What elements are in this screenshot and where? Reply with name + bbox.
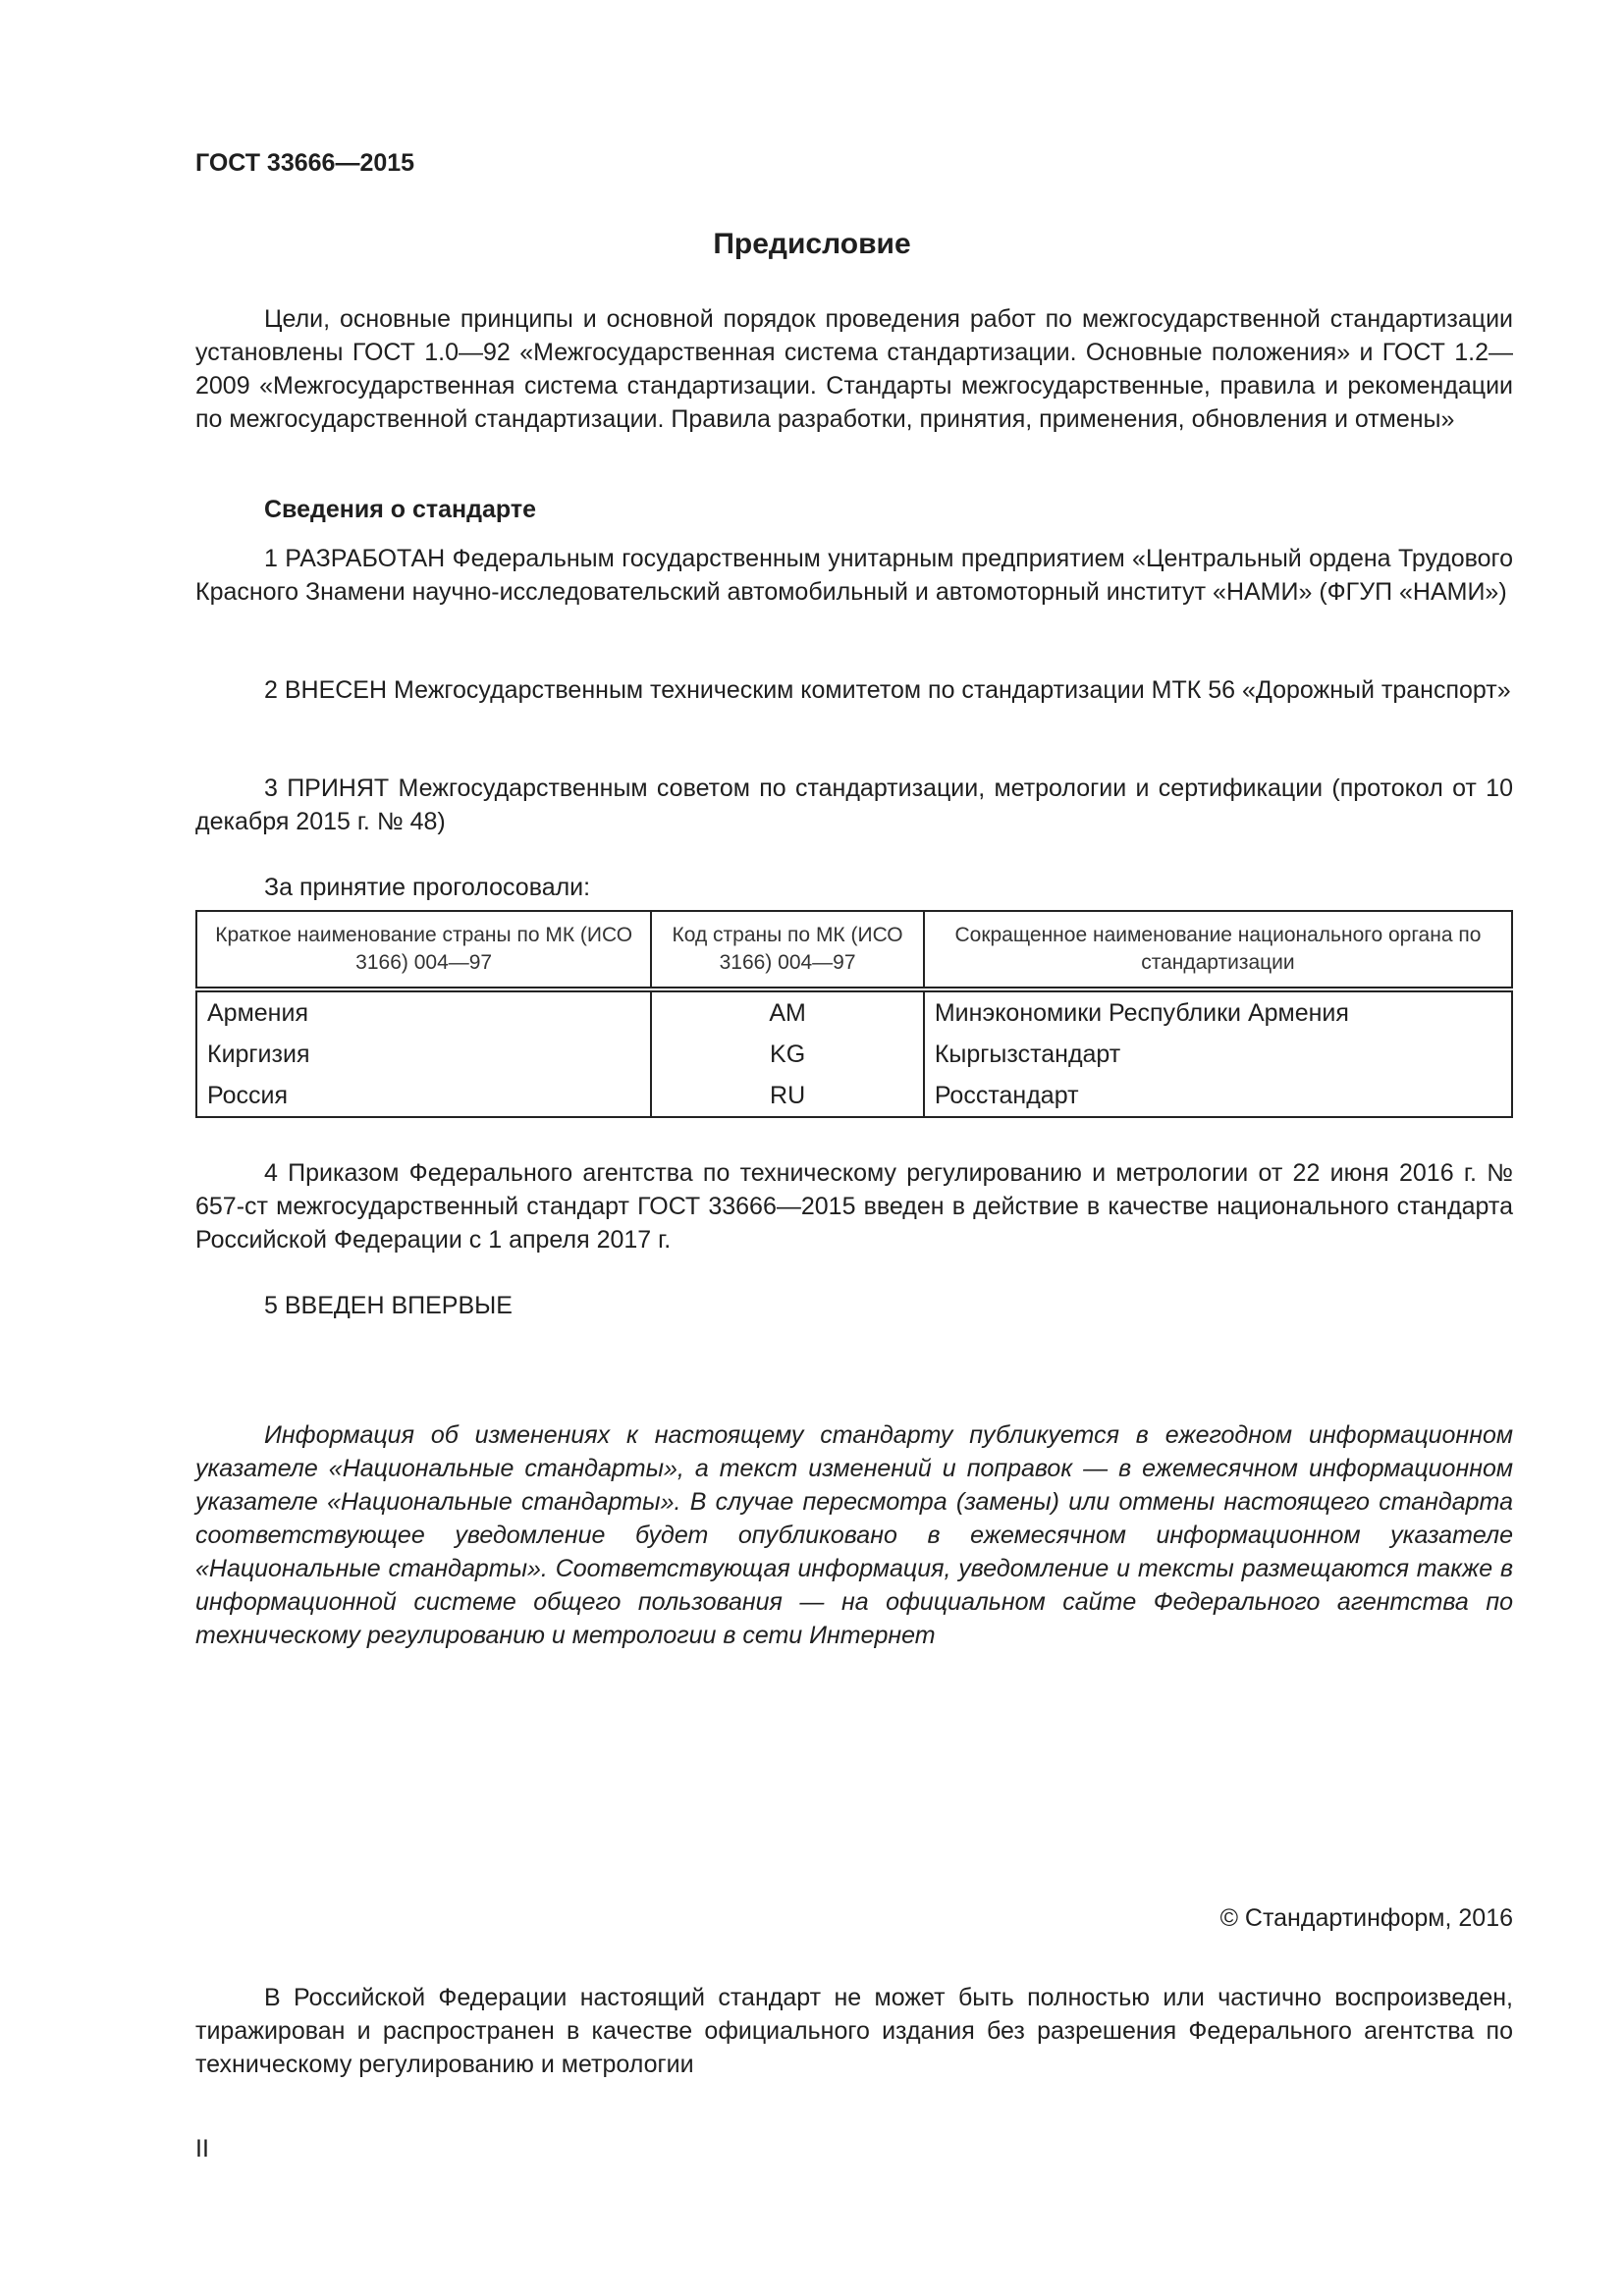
item-5-introduced: 5 ВВЕДЕН ВПЕРВЫЕ [264,1292,513,1319]
page-title: Предисловие [713,228,911,260]
country-name-cell: Армения [196,989,651,1034]
header-standards-body: Сокращенное наименование национального органа по стандартизации [924,911,1512,989]
table-row [196,989,1512,1034]
standards-body-cell: Росстандарт [924,1075,1512,1117]
notice-paragraph: Информация об изменениях к настоящему стандарту публикуется в ежегодном информационном указателе «Национальные стандарты», а текст изменений и поправок — в ежемесячном информационном указателе «Национальные стандарты». В случае пересмотра (замены) или отмены настоящего стандарта соответствующее уведомление будет опубликовано в ежемесячном информационном указателе «Национальные стандарты». Соответствующая информация, уведомление и тексты размещаются также в информационной системе общего пользования — на официальном сайте Федерального агентства по техническому регулированию и метрологии в сети Интернет [195,1421,1513,1649]
header-country-code: Код страны по МК (ИСО 3166) 004—97 [651,911,924,989]
votes-table [195,910,1513,1118]
country-name-cell: Россия [196,1075,651,1117]
section-title: Сведения о стандарте [264,496,537,523]
intro-paragraph: Цели, основные принципы и основной порядок проведения работ по межгосударственной стандартизации установлены ГОСТ 1.0—92 «Межгосударственная система стандартизации. Основные положения» и ГОСТ 1.2—2009 «Межгосударственная система стандартизации. Стандарты межгосударственные, правила и рекомендации по межгосударственной стандартизации. Правила разработки, принятия, применения, обновления и отмены» [195,305,1513,433]
standards-body-cell: Кыргызстандарт [924,1034,1512,1075]
item-2-submitted: 2 ВНЕСЕН Межгосударственным техническим комитетом по стандартизации МТК 56 «Дорожный транспорт» [264,676,1511,704]
copyright: © Стандартинформ, 2016 [1219,1904,1513,1932]
country-name-cell: Киргизия [196,1034,651,1075]
item-4-enacted: 4 Приказом Федерального агентства по техническому регулированию и метрологии от 22 июня 2016 г. № 657-ст межгосударственный стандарт ГОСТ 33666—2015 введен в действие в качестве национального стандарта Российской Федерации с 1 апреля 2017 г. [195,1159,1513,1254]
page-number: II [195,2135,209,2163]
restriction-paragraph: В Российской Федерации настоящий стандарт не может быть полностью или частично воспроизведен, тиражирован и распространен в качестве официального издания без разрешения Федерального агентства по техническому регулированию и метрологии [195,1984,1513,2078]
header-country-name: Краткое наименование страны по МК (ИСО 3166) 004—97 [196,911,651,989]
table-row [196,1034,1512,1075]
document-id: ГОСТ 33666—2015 [195,149,415,177]
country-code-cell: KG [651,1034,924,1075]
vote-label: За принятие проголосовали: [264,874,591,901]
country-code-cell: RU [651,1075,924,1117]
table-header-row [196,911,1512,989]
item-1-developed: 1 РАЗРАБОТАН Федеральным государственным унитарным предприятием «Центральный ордена Трудового Красного Знамени научно-исследовательский автомобильный и автомоторный институт «НАМИ» (ФГУП «НАМИ») [195,545,1513,606]
table-row [196,1075,1512,1117]
country-code-cell: AM [651,989,924,1034]
standards-body-cell: Минэкономики Республики Армения [924,989,1512,1034]
item-3-adopted: 3 ПРИНЯТ Межгосударственным советом по стандартизации, метрологии и сертификации (протокол от 10 декабря 2015 г. № 48) [195,774,1513,835]
